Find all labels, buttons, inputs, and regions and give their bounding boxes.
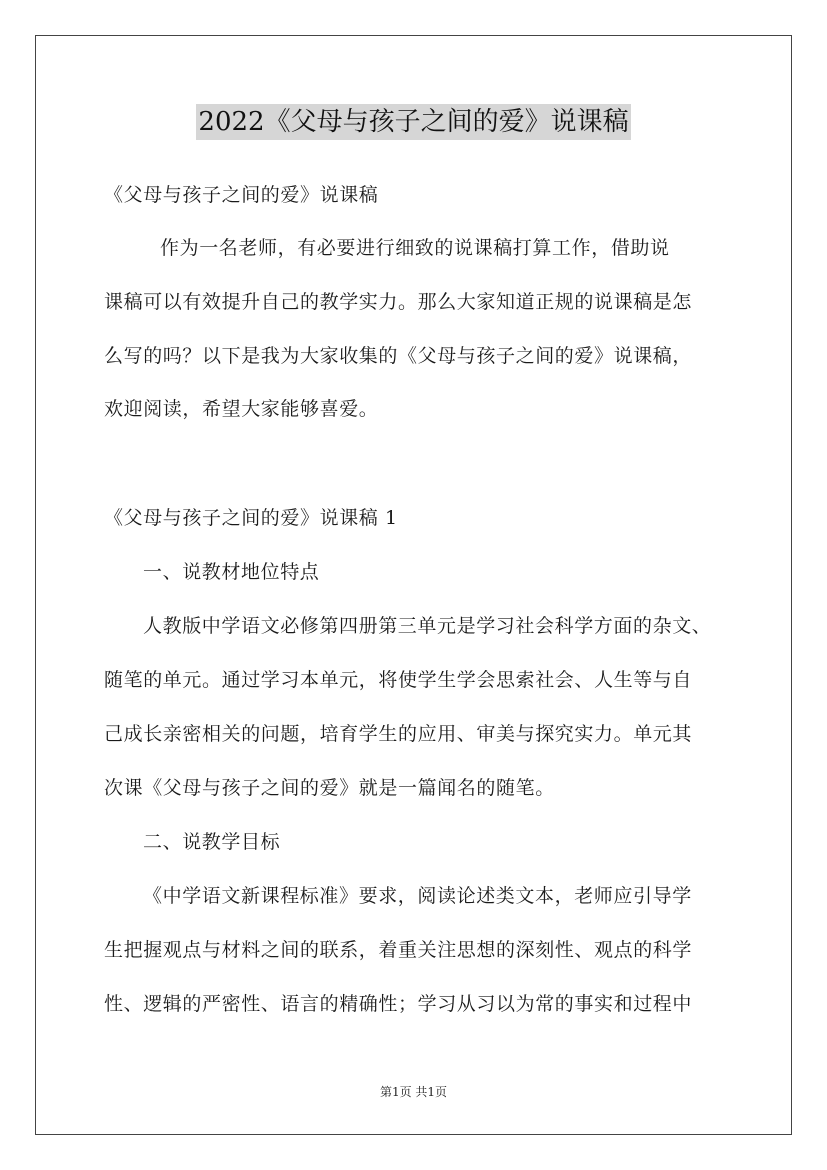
- paragraph-2-line-1: 《中学语文新课程标准》要求，阅读论述类文本，老师应引导学: [143, 885, 692, 907]
- paragraph-1-line-4: 次课《父母与孩子之间的爱》就是一篇闻名的随笔。: [104, 777, 555, 799]
- paragraph-2-line-3: 性、逻辑的严密性、语言的精确性；学习从习以为常的事实和过程中: [104, 993, 693, 1015]
- paragraph-1-line-3: 己成长亲密相关的问题，培育学生的应用、审美与探究实力。单元其: [104, 723, 693, 745]
- paragraph-2-line-2: 生把握观点与材料之间的联系，着重关注思想的深刻性、观点的科学: [104, 939, 693, 961]
- paragraph-1-line-2: 随笔的单元。通过学习本单元，将使学生学会思索社会、人生等与自: [104, 669, 693, 691]
- intro-line-2: 课稿可以有效提升自己的教学实力。那么大家知道正规的说课稿是怎: [104, 291, 693, 313]
- page-number-footer: 第1页 共1页: [379, 1085, 448, 1099]
- paragraph-1-line-1: 人教版中学语文必修第四册第三单元是学习社会科学方面的杂文、: [143, 615, 712, 637]
- intro-line-3: 么写的吗？以下是我为大家收集的《父母与孩子之间的爱》说课稿，: [104, 345, 693, 367]
- intro-line-4: 欢迎阅读，希望大家能够喜爱。: [104, 398, 379, 420]
- heading-teaching-goals: 二、说教学目标: [143, 831, 281, 853]
- intro-line-1: 作为一名老师，有必要进行细致的说课稿打算工作，借助说: [160, 237, 670, 259]
- heading-teaching-material: 一、说教材地位特点: [143, 561, 320, 583]
- document-title: 2022《父母与孩子之间的爱》说课稿: [196, 104, 630, 140]
- section-title: 《父母与孩子之间的爱》说课稿 1: [104, 507, 398, 529]
- title-container: [0, 104, 827, 140]
- document-subtitle: 《父母与孩子之间的爱》说课稿: [104, 184, 379, 206]
